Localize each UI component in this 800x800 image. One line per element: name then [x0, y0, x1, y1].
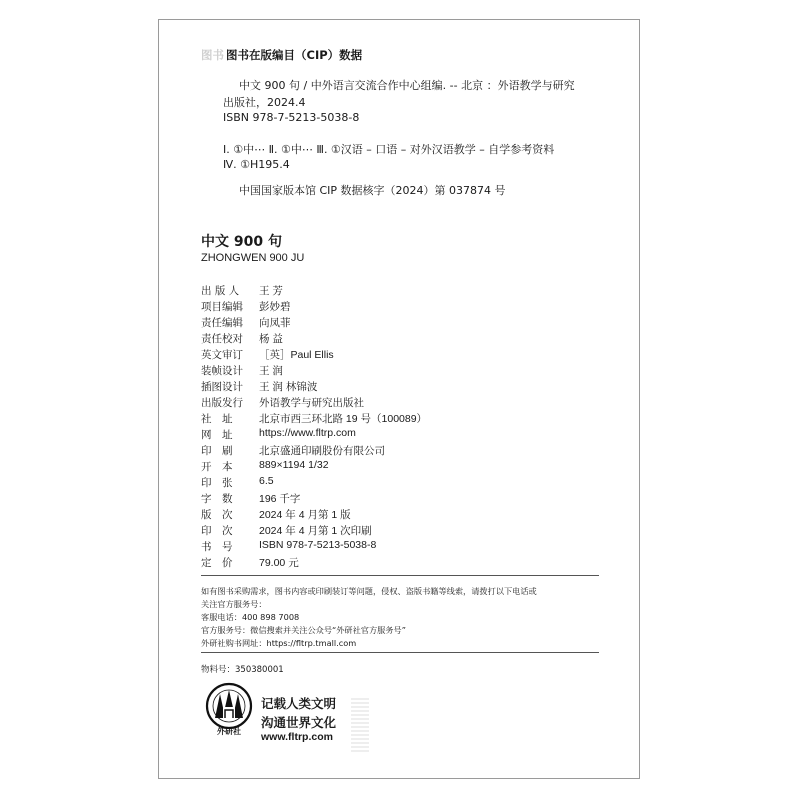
credit-label: 英文审订	[201, 349, 243, 361]
credit-label: 插图设计	[201, 381, 243, 393]
credit-value: https://www.fltrp.com	[259, 427, 356, 439]
cip-line-1: 中文 900 句 / 中外语言交流合作中心组编. -- 北京 ：外语教学与研究	[239, 79, 575, 92]
credit-label: 项目编辑	[201, 301, 243, 313]
credit-label: 定 价	[201, 557, 233, 569]
fltrp-logo-icon	[203, 682, 255, 736]
cip-header-prefix: 图书	[201, 48, 224, 62]
credit-row	[201, 523, 427, 539]
credit-row	[201, 379, 427, 395]
notice-line: 如有图书采购需求，图书内容或印刷装订等问题，侵权、盗版书籍等线索，请拨打以下电话或	[201, 586, 537, 596]
credit-label: 印 张	[201, 477, 233, 489]
cip-isbn: ISBN 978-7-5213-5038-8	[223, 111, 360, 124]
notice-line: 关注官方服务号：	[201, 599, 267, 609]
notice-store-url: 外研社购书网址：https://fltrp.tmall.com	[201, 638, 357, 648]
credit-row	[201, 427, 427, 443]
book-subtitle: ZHONGWEN 900 JU	[201, 252, 305, 264]
credit-value: 2024 年 4 月第 1 次印刷	[259, 525, 372, 537]
credit-value: 外语教学与研究出版社	[259, 397, 364, 409]
credit-value: 2024 年 4 月第 1 版	[259, 509, 351, 521]
credit-label: 社 址	[201, 413, 233, 425]
credit-value: 196 千字	[259, 493, 301, 505]
credit-value: 北京市西三环北路 19 号（100089）	[259, 413, 428, 425]
slogan-line-1: 记载人类文明	[261, 696, 337, 711]
cip-header	[201, 47, 362, 63]
credit-row	[201, 443, 427, 459]
credit-row	[201, 459, 427, 475]
publisher-website: www.fltrp.com	[261, 731, 333, 743]
credit-row	[201, 363, 427, 379]
credit-value: ISBN 978-7-5213-5038-8	[259, 539, 377, 551]
divider-bottom	[201, 652, 599, 653]
credit-value: ［英］Paul Ellis	[259, 349, 334, 361]
credit-label: 印 刷	[201, 445, 233, 457]
credit-value: 王 润 林锦波	[259, 381, 318, 393]
credit-row	[201, 331, 427, 347]
credit-value: 北京盛通印刷股份有限公司	[259, 445, 385, 457]
credit-row	[201, 283, 427, 299]
cip-classification: Ⅰ. ①中⋯ Ⅱ. ①中⋯ Ⅲ. ①汉语 – 口语 – 对外汉语教学 – 自学参考资料	[223, 143, 555, 156]
credit-label: 责任校对	[201, 333, 243, 345]
credit-row	[201, 475, 427, 491]
credit-value: 向凤菲	[259, 317, 291, 329]
credit-label: 开 本	[201, 461, 233, 473]
book-title: 中文 900 句	[201, 234, 282, 250]
credit-label: 出版发行	[201, 397, 243, 409]
credit-row	[201, 299, 427, 315]
cip-line-2: 出版社，2024.4	[223, 96, 306, 109]
watermark-stripes	[351, 696, 369, 752]
credit-value: 彭妙碧	[259, 301, 291, 313]
material-number: 物料号：350380001	[201, 665, 284, 675]
credit-value: 6.5	[259, 475, 274, 487]
cip-header-text: 图书在版编目（CIP）数据	[226, 48, 363, 62]
credit-label: 字 数	[201, 493, 233, 505]
credit-label: 出 版 人	[201, 285, 240, 297]
credit-label: 书 号	[201, 541, 233, 553]
credit-label: 责任编辑	[201, 317, 243, 329]
divider-top	[201, 575, 599, 576]
credit-label: 版 次	[201, 509, 233, 521]
credit-value: 王 润	[259, 365, 283, 377]
credit-row	[201, 395, 427, 411]
credit-value: 杨 益	[259, 333, 283, 345]
credit-row	[201, 507, 427, 523]
credit-value: 889×1194 1/32	[259, 459, 329, 471]
credit-label: 网 址	[201, 429, 233, 441]
credit-row	[201, 555, 427, 571]
credit-row	[201, 411, 427, 427]
credit-row	[201, 347, 427, 363]
credit-label: 印 次	[201, 525, 233, 537]
credit-value: 79.00 元	[259, 557, 299, 569]
cip-approval-number: 中国国家版本馆 CIP 数据核字（2024）第 037874 号	[239, 184, 506, 197]
credit-row	[201, 491, 427, 507]
notice-phone: 客服电话：400 898 7008	[201, 612, 300, 622]
slogan-line-2: 沟通世界文化	[261, 715, 337, 730]
credit-row	[201, 539, 427, 555]
notice-wechat: 官方服务号：微信搜索并关注公众号“外研社官方服务号”	[201, 625, 406, 635]
credit-value: 王 芳	[259, 285, 283, 297]
credit-label: 装帧设计	[201, 365, 243, 377]
copyright-page	[158, 19, 640, 779]
credit-row	[201, 315, 427, 331]
logo-name: 外研社	[217, 727, 241, 736]
credits-list	[201, 283, 427, 571]
cip-class-number: Ⅳ. ①H195.4	[223, 158, 290, 171]
